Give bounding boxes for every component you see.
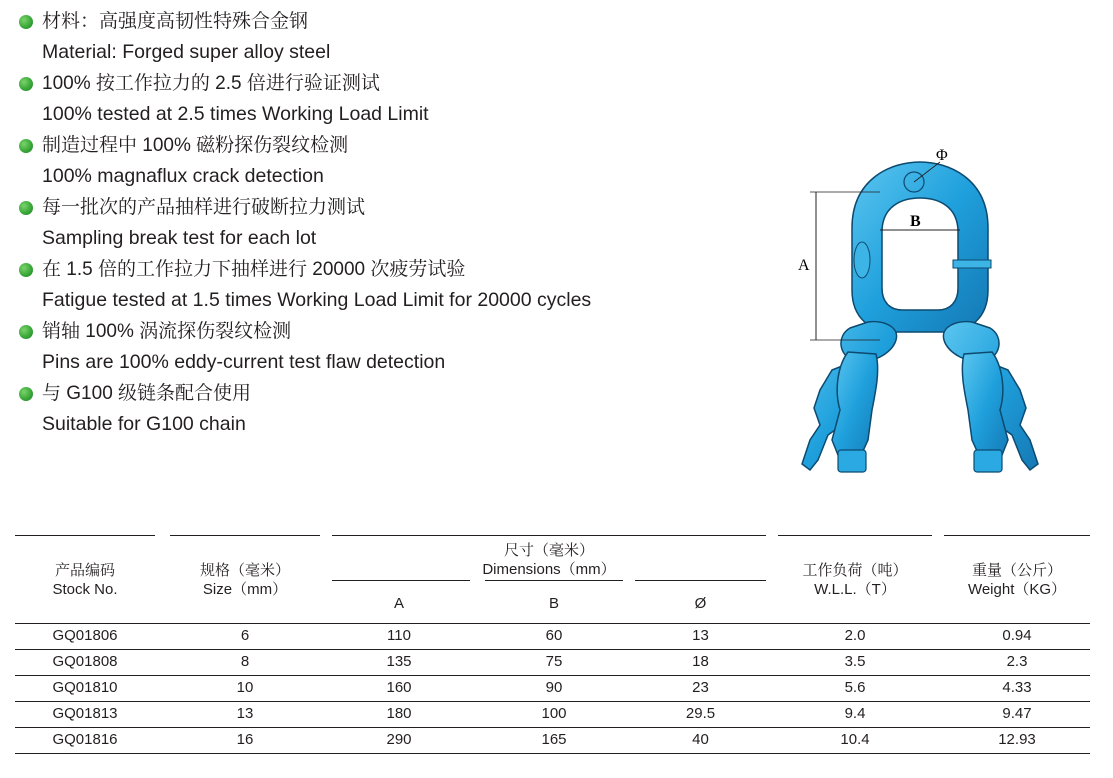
- feature-item: [18, 378, 718, 440]
- cell-phi: 13: [692, 627, 709, 644]
- cell-size: 13: [236, 705, 254, 722]
- feature-list: [18, 6, 718, 440]
- header-wll-en: W.L.L.（T）: [814, 581, 896, 598]
- cell-b: 90: [545, 679, 563, 696]
- cell-weight: 4.33: [1002, 679, 1032, 696]
- header-wll-zh: 工作负荷（吨）: [802, 562, 908, 579]
- master-link-assembly-svg: [780, 140, 1080, 500]
- feature-zh: 每一批次的产品抽样进行破断拉力测试: [42, 197, 366, 218]
- header-wll: [778, 561, 932, 599]
- feature-zh: 与 G100 级链条配合使用: [42, 383, 252, 404]
- dimension-a-label: A: [798, 257, 810, 274]
- header-dimensions-en: Dimensions（mm）: [482, 561, 616, 578]
- header-size: [170, 561, 320, 599]
- header-top-rule: [332, 535, 766, 536]
- dimension-b-label: B: [910, 213, 921, 230]
- cell-phi: 23: [692, 679, 709, 696]
- feature-item: [18, 254, 718, 316]
- cell-a: 160: [386, 679, 412, 696]
- cell-a: 180: [386, 705, 412, 722]
- header-dimensions: [332, 541, 766, 579]
- feature-en: Pins are 100% eddy-current test flaw detection: [42, 351, 446, 373]
- header-dim-phi: Ø: [694, 595, 707, 612]
- header-dimensions-zh: 尺寸（毫米）: [503, 542, 594, 559]
- cell-wll: 5.6: [844, 679, 866, 696]
- cell-weight: 2.3: [1006, 653, 1028, 670]
- header-stock: [15, 561, 155, 599]
- header-dim-a: A: [393, 595, 404, 612]
- feature-item: [18, 192, 718, 254]
- cell-stock: GQ01808: [52, 653, 118, 670]
- cell-phi: 29.5: [685, 705, 716, 722]
- dim-subheader-rule: [635, 580, 766, 581]
- master-link-drawing: [780, 140, 1080, 500]
- cell-stock: GQ01816: [52, 731, 118, 748]
- feature-zh: 材料：高强度高韧性特殊合金钢: [42, 11, 309, 32]
- dim-subheader-rule: [485, 580, 623, 581]
- feature-en: Sampling break test for each lot: [42, 227, 317, 249]
- feature-en: Suitable for G100 chain: [42, 413, 246, 435]
- cell-b: 60: [545, 627, 563, 644]
- cell-wll: 10.4: [840, 731, 870, 748]
- cell-stock: GQ01810: [52, 679, 118, 696]
- feature-en: Material: Forged super alloy steel: [42, 41, 331, 63]
- right-pin-block: [974, 450, 1002, 472]
- feature-zh: 100% 按工作拉力的 2.5 倍进行验证测试: [42, 73, 380, 94]
- cell-phi: 40: [692, 731, 709, 748]
- cell-size: 10: [236, 679, 254, 696]
- table-bottom-rule: [15, 753, 1090, 754]
- header-top-rule: [778, 535, 932, 536]
- header-weight-en: Weight（KG）: [967, 581, 1067, 598]
- dimension-phi-label: Φ: [936, 147, 948, 164]
- cell-stock: GQ01806: [52, 627, 118, 644]
- header-weight: [944, 561, 1090, 599]
- left-pin-block: [838, 450, 866, 472]
- header-dim-b: B: [548, 595, 559, 612]
- cell-phi: 18: [692, 653, 709, 670]
- feature-item: [18, 316, 718, 378]
- cell-a: 135: [386, 653, 412, 670]
- feature-zh: 在 1.5 倍的工作拉力下抽样进行 20000 次疲劳试验: [42, 259, 466, 280]
- header-stock-en: Stock No.: [52, 581, 118, 598]
- link-weld-mark: [854, 242, 870, 278]
- dim-subheader-rule: [332, 580, 470, 581]
- cell-b: 75: [545, 653, 563, 670]
- header-stock-zh: 产品编码: [54, 562, 115, 579]
- header-size-en: Size（mm）: [202, 581, 288, 598]
- feature-en: Fatigue tested at 1.5 times Working Load Limit for 20000 cycles: [42, 289, 592, 311]
- cell-size: 16: [236, 731, 254, 748]
- link-collar: [953, 260, 991, 268]
- feature-en: 100% tested at 2.5 times Working Load Limit: [42, 103, 429, 125]
- feature-zh: 销轴 100% 涡流探伤裂纹检测: [42, 321, 292, 342]
- cell-weight: 9.47: [1002, 705, 1032, 722]
- header-top-rule: [944, 535, 1090, 536]
- header-size-zh: 规格（毫米）: [199, 562, 290, 579]
- header-weight-zh: 重量（公斤）: [971, 562, 1062, 579]
- header-top-rule: [15, 535, 155, 536]
- feature-zh: 制造过程中 100% 磁粉探伤裂纹检测: [42, 135, 349, 156]
- cell-wll: 2.0: [844, 627, 866, 644]
- feature-item: [18, 130, 718, 192]
- master-link-shape: [852, 162, 988, 332]
- feature-item: [18, 6, 718, 68]
- cell-size: 8: [240, 653, 250, 670]
- cell-stock: GQ01813: [52, 705, 118, 722]
- cell-a: 110: [387, 627, 411, 644]
- header-top-rule: [170, 535, 320, 536]
- cell-a: 290: [386, 731, 412, 748]
- cell-b: 100: [541, 705, 567, 722]
- cell-weight: 0.94: [1002, 627, 1032, 644]
- cell-wll: 9.4: [844, 705, 866, 722]
- cell-b: 165: [541, 731, 567, 748]
- feature-en: 100% magnaflux crack detection: [42, 165, 324, 187]
- feature-item: [18, 68, 718, 130]
- cell-size: 6: [240, 627, 250, 644]
- cell-weight: 12.93: [998, 731, 1036, 748]
- cell-wll: 3.5: [844, 653, 866, 670]
